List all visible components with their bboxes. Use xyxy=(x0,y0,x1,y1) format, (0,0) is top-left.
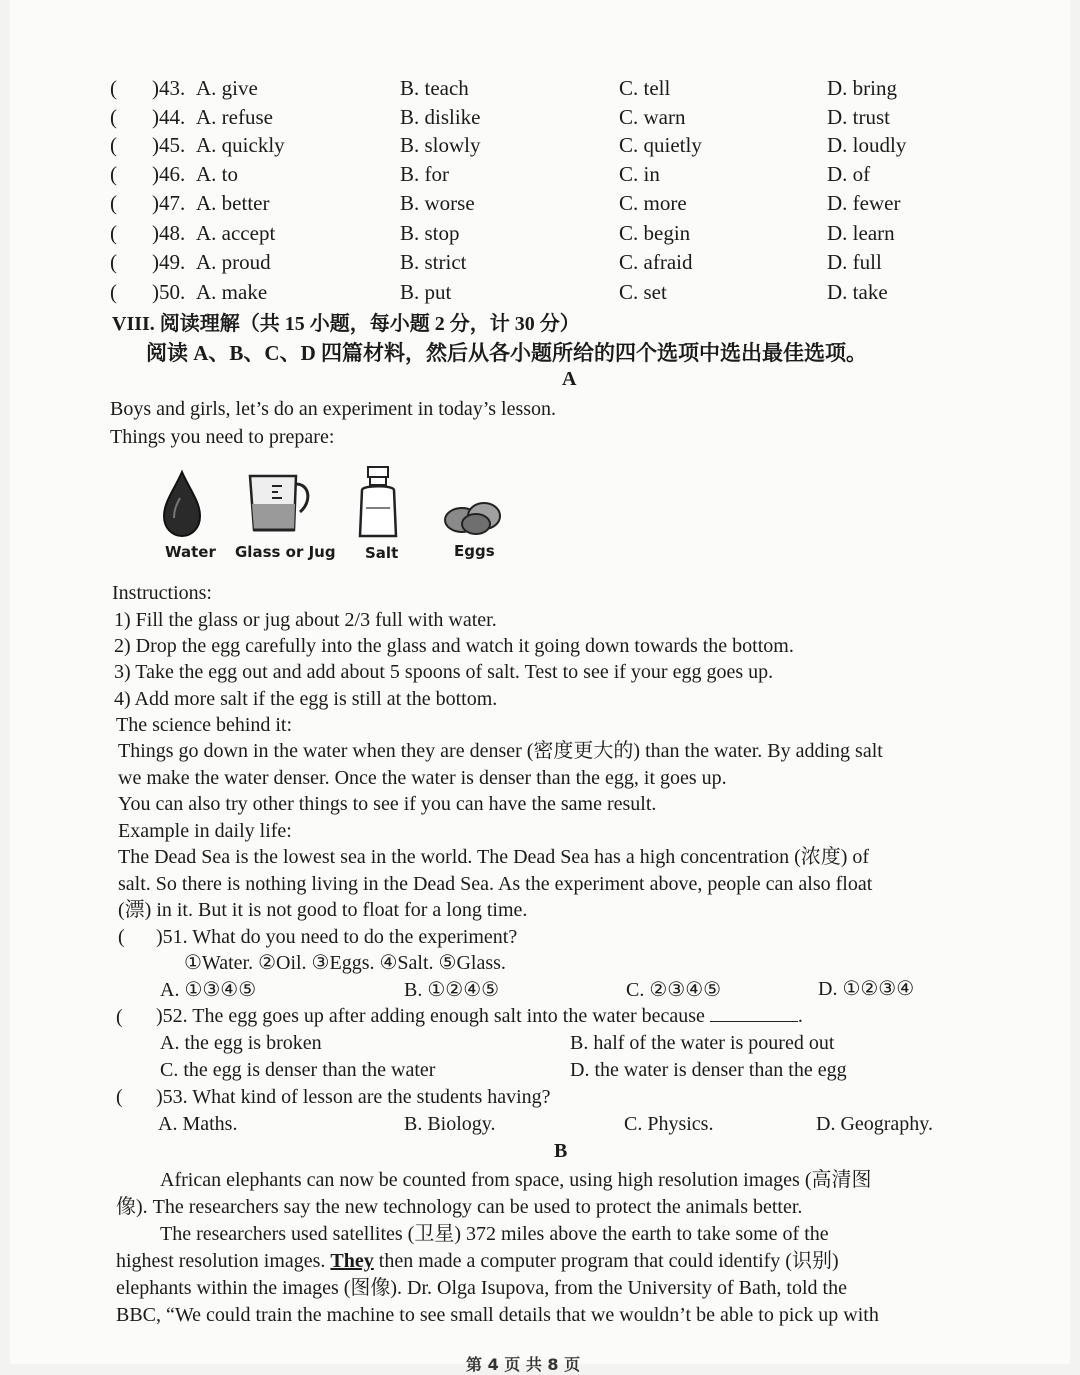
cloze-option-c: C. begin xyxy=(619,221,691,245)
q53-option-a: A. Maths. xyxy=(158,1113,238,1135)
cloze-option-c: C. quietly xyxy=(619,133,702,157)
example-line-3: (漂) in it. But it is not good to float for a long time. xyxy=(118,899,528,921)
q52-option-a: A. the egg is broken xyxy=(160,1032,322,1054)
page-footer: 第 4 页 共 8 页 xyxy=(466,1355,581,1374)
passage-b-p1-line1: African elephants can now be counted from space, using high resolution images (高清图 xyxy=(160,1169,872,1191)
cloze-paren: ( xyxy=(110,162,117,186)
passage-a-label: A xyxy=(562,368,577,390)
instructions-title: Instructions: xyxy=(112,582,212,604)
q51-paren: ( xyxy=(118,926,125,948)
item-label-water: Water xyxy=(165,543,216,561)
cloze-paren: ( xyxy=(110,76,117,100)
cloze-paren: ( xyxy=(110,221,117,245)
cloze-option-a: A. accept xyxy=(196,221,276,245)
item-label-eggs: Eggs xyxy=(454,542,495,560)
cloze-number: )49. xyxy=(152,250,186,274)
q53-stem: )53. What kind of lesson are the students having? xyxy=(156,1086,551,1108)
q52-stem: )52. The egg goes up after adding enough salt into the water because xyxy=(156,1005,705,1027)
passage-b-p2-line2-b: then made a computer program that could identify (识别) xyxy=(378,1250,839,1272)
q53-option-c: C. Physics. xyxy=(624,1113,714,1135)
cloze-option-c: C. tell xyxy=(619,76,671,100)
cloze-number: )47. xyxy=(152,191,186,215)
eggs-icon xyxy=(442,494,504,536)
cloze-option-a: A. refuse xyxy=(196,105,273,129)
cloze-option-b: B. teach xyxy=(400,76,469,100)
cloze-option-c: C. in xyxy=(619,162,660,186)
cloze-option-a: A. make xyxy=(196,280,268,304)
q52-option-d: D. the water is denser than the egg xyxy=(570,1059,847,1081)
step-1: 1) Fill the glass or jug about 2/3 full with water. xyxy=(114,609,497,631)
passage-b-p2-line1: The researchers used satellites (卫星) 372 miles above the earth to take some of the xyxy=(160,1223,829,1245)
cloze-option-a: A. to xyxy=(196,162,238,186)
step-4: 4) Add more salt if the egg is still at the bottom. xyxy=(114,688,498,710)
passage-b-p1-line2: 像). The researchers say the new technology can be used to protect the animals better. xyxy=(116,1196,803,1218)
cloze-paren: ( xyxy=(110,133,117,157)
passage-b-p2-line2-a: highest resolution images. xyxy=(116,1250,326,1272)
q51-items: ①Water. ②Oil. ③Eggs. ④Salt. ⑤Glass. xyxy=(184,952,506,974)
cloze-option-d: D. fewer xyxy=(827,191,901,215)
cloze-option-a: A. proud xyxy=(196,250,271,274)
q51-option-a: A. ①③④⑤ xyxy=(160,979,257,1001)
cloze-number: )43. xyxy=(152,76,186,100)
cloze-paren: ( xyxy=(110,280,117,304)
q52-blank[interactable] xyxy=(710,1003,798,1022)
exam-page xyxy=(10,0,1070,1374)
cloze-option-d: D. bring xyxy=(827,76,897,100)
cloze-option-a: A. better xyxy=(196,191,270,215)
science-line-3: You can also try other things to see if you can have the same result. xyxy=(118,793,657,815)
q52-stem-line xyxy=(156,1003,803,1029)
science-line-1: Things go down in the water when they are denser (密度更大的) than the water. By adding salt xyxy=(118,740,883,762)
cloze-option-d: D. full xyxy=(827,250,882,274)
passage-a-prepare: Things you need to prepare: xyxy=(110,426,335,448)
q51-option-b: B. ①②④⑤ xyxy=(404,979,500,1001)
section-instruction: 阅读 A、B、C、D 四篇材料，然后从各小题所给的四个选项中选出最佳选项。 xyxy=(146,341,868,365)
cloze-option-c: C. set xyxy=(619,280,667,304)
cloze-number: )50. xyxy=(152,280,186,304)
cloze-option-a: A. give xyxy=(196,76,258,100)
cloze-option-d: D. take xyxy=(827,280,888,304)
item-label-glass: Glass or Jug xyxy=(235,543,336,561)
q52-option-b: B. half of the water is poured out xyxy=(570,1032,835,1054)
q51-option-d: D. ①②③④ xyxy=(818,978,915,1000)
science-line-2: we make the water denser. Once the water is denser than the egg, it goes up. xyxy=(118,767,727,789)
q52-end: . xyxy=(797,1005,803,1027)
cloze-option-b: B. slowly xyxy=(400,133,481,157)
cloze-option-c: C. warn xyxy=(619,105,686,129)
cloze-option-b: B. worse xyxy=(400,191,475,215)
cloze-option-d: D. trust xyxy=(827,105,890,129)
step-2: 2) Drop the egg carefully into the glass and watch it going down towards the bottom. xyxy=(114,635,794,657)
cloze-paren: ( xyxy=(110,191,117,215)
cloze-option-b: B. strict xyxy=(400,250,467,274)
cloze-paren: ( xyxy=(110,105,117,129)
passage-a-intro: Boys and girls, let’s do an experiment in today’s lesson. xyxy=(110,398,557,420)
cloze-option-b: B. put xyxy=(400,280,452,304)
science-title: The science behind it: xyxy=(116,714,293,736)
passage-b-p2-line4: BBC, “We could train the machine to see small details that we wouldn’t be able to pick up with xyxy=(116,1304,879,1326)
passage-b-p2-line3: elephants within the images (图像). Dr. Olga Isupova, from the University of Bath, told the xyxy=(116,1277,847,1299)
cloze-number: )44. xyxy=(152,105,186,129)
q51-option-c: C. ②③④⑤ xyxy=(626,979,722,1001)
cloze-option-d: D. learn xyxy=(827,221,895,245)
example-title: Example in daily life: xyxy=(118,820,292,842)
cloze-option-b: B. for xyxy=(400,162,449,186)
example-line-2: salt. So there is nothing living in the Dead Sea. As the experiment above, people can also float xyxy=(118,873,873,895)
cloze-option-c: C. afraid xyxy=(619,250,693,274)
q53-option-b: B. Biology. xyxy=(404,1113,496,1135)
cloze-option-c: C. more xyxy=(619,191,687,215)
q53-option-d: D. Geography. xyxy=(816,1113,934,1135)
example-line-1: The Dead Sea is the lowest sea in the world. The Dead Sea has a high concentration (浓度) of xyxy=(118,846,870,868)
cloze-option-d: D. of xyxy=(827,162,871,186)
cloze-option-b: B. dislike xyxy=(400,105,481,129)
cloze-option-d: D. loudly xyxy=(827,133,907,157)
cloze-number: )48. xyxy=(152,221,186,245)
q53-paren: ( xyxy=(116,1086,123,1108)
step-3: 3) Take the egg out and add about 5 spoons of salt. Test to see if your egg goes up. xyxy=(114,661,774,683)
q51-stem: )51. What do you need to do the experiment? xyxy=(156,926,518,948)
passage-b-label: B xyxy=(554,1140,568,1162)
passage-b-p2-line2 xyxy=(116,1248,839,1274)
cloze-number: )46. xyxy=(152,162,186,186)
cloze-option-b: B. stop xyxy=(400,221,460,245)
cloze-number: )45. xyxy=(152,133,186,157)
passage-b-they-underlined: They xyxy=(330,1250,374,1272)
water-drop-icon xyxy=(160,468,204,538)
jug-icon xyxy=(244,472,318,536)
q52-paren: ( xyxy=(116,1006,123,1028)
item-label-salt: Salt xyxy=(365,544,399,562)
section-title: VIII. 阅读理解（共 15 小题，每小题 2 分，计 30 分） xyxy=(112,313,580,335)
salt-shaker-icon xyxy=(354,464,402,542)
cloze-paren: ( xyxy=(110,250,117,274)
q52-option-c: C. the egg is denser than the water xyxy=(160,1059,436,1081)
cloze-option-a: A. quickly xyxy=(196,133,285,157)
